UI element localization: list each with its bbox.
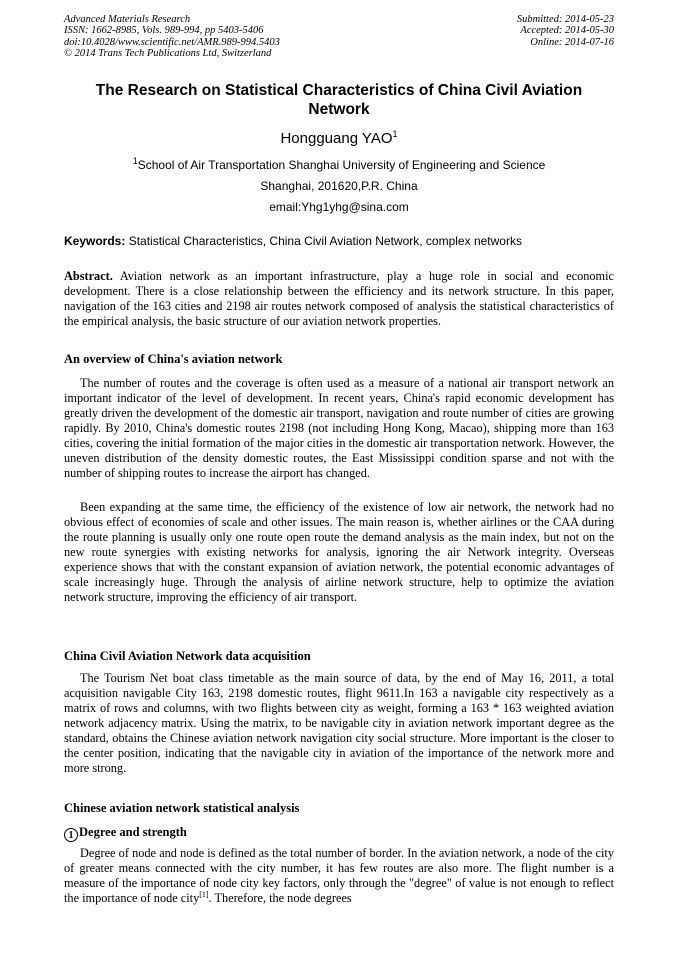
subsection-title: Degree and strength	[79, 825, 187, 839]
abstract	[64, 269, 614, 329]
degree-paragraph	[64, 846, 614, 906]
keywords-label: Keywords:	[64, 234, 126, 248]
abstract-text: Aviation network as an important infrastructure, play a huge role in social and economic development. There is a close relationship between the efficiency and its network structure. In this paper, navigation of the 163 cities and 2198 air routes network composed of analysis the statistical characteristics of the empirical analysis, the basic structure of our aviation network properties.	[64, 269, 614, 328]
circled-number: 1	[64, 828, 78, 842]
degree-text-b: . Therefore, the node degrees	[208, 891, 352, 905]
author-email: email:Yhg1yhg@sina.com	[269, 200, 409, 214]
citation-ref[interactable]: [1]	[199, 889, 209, 899]
affiliation-line2: Shanghai, 201620,P.R. China	[260, 179, 418, 193]
degree-text-a: Degree of node and node is defined as the total number of border. In the aviation network, a node of the city of greater means connected with the city number, it has few routes are also more. The flight number is a measure of the importance of node city key factors, only through the "degree" of value is not enough to reflect the importance of node city	[64, 846, 614, 905]
overview-paragraph-2: Been expanding at the same time, the efficiency of the existence of low air network, the network had no obvious effect of economies of scale and other issues. The main reason is, whether airlines or the CAA during the route planning is usually only one route open route the demand analysis as the main index, but not on the new route synergies with existing networks for analysis, ignoring the air Network integrity. Overseas experience shows that with the constant expansion of aviation network, the potential economic advantages of scale increasingly huge. Through the analysis of airline network structure, help to optimize the aviation network structure, improving the efficiency of air transport.	[64, 500, 614, 604]
journal-name: Advanced Materials Research	[64, 14, 191, 25]
paper-title: The Research on Statistical Characteristics of China Civil Aviation Network	[95, 82, 583, 118]
author	[0, 130, 678, 148]
journal-copyright: © 2014 Trans Tech Publications Ltd, Switzerland	[64, 48, 272, 60]
affil-mark: 1	[132, 156, 138, 166]
accepted-date: Accepted: 2014-05-30	[520, 25, 614, 37]
journal-info	[64, 14, 280, 60]
author-affil-mark: 1	[392, 129, 398, 139]
overview-paragraph-1: The number of routes and the coverage is often used as a measure of a national air transport network an important indicator of the level of development. In recent years, China's rapid economic development has greatly driven the development of the domestic air transport, navigation and route number of cities are growing rapidly. By 2010, China's domestic routes 2198 (not including Hong Kong, Macao), shipping more than 163 cities, covering the initial formation of the major cities in the domestic air transportation network. However, the uneven distribution of the density domestic routes, the East Mississippi condition sparse and not with the number of shipping routes to increase the airport has changed.	[64, 376, 614, 480]
acquisition-paragraph-1: The Tourism Net boat class timetable as the main source of data, by the end of May 16, 2011, a total acquisition navigable City 163, 2198 domestic routes, flight 9611.In 163 a navigable city respectively as a matrix of rows and columns, with two flights between city as weight, forming a 163 * 163 weighted aviation network adjacency matrix. Using the matrix, to be navigable city in aviation network important degree as the standard, obtains the Chinese aviation network navigation city social structure. More important is the closer to the center position, indicating that the navigable city in aviation of the importance of the network more and more strong.	[64, 671, 614, 775]
keywords	[64, 234, 614, 248]
section-heading-analysis: Chinese aviation network statistical analysis	[64, 801, 300, 815]
abstract-label: Abstract.	[64, 269, 113, 283]
section-heading-overview: An overview of China's aviation network	[64, 352, 283, 366]
section-heading-acquisition: China Civil Aviation Network data acquisition	[64, 649, 311, 663]
journal-doi: doi:10.4028/www.scientific.net/AMR.989-994.5403	[64, 36, 280, 48]
submission-dates	[517, 14, 614, 48]
online-date: Online: 2014-07-16	[530, 36, 614, 48]
journal-issn: ISSN: 1662-8985, Vols. 989-994, pp 5403-5406	[64, 25, 264, 37]
subsection-heading-degree	[64, 824, 187, 842]
affiliation-line1: School of Air Transportation Shanghai University of Engineering and Science	[137, 158, 546, 172]
affiliation	[0, 158, 678, 172]
submitted-date: Submitted: 2014-05-23	[516, 14, 614, 25]
author-name: Hongguang YAO	[280, 130, 393, 147]
keywords-text: Statistical Characteristics, China Civil Aviation Network, complex networks	[128, 234, 522, 248]
